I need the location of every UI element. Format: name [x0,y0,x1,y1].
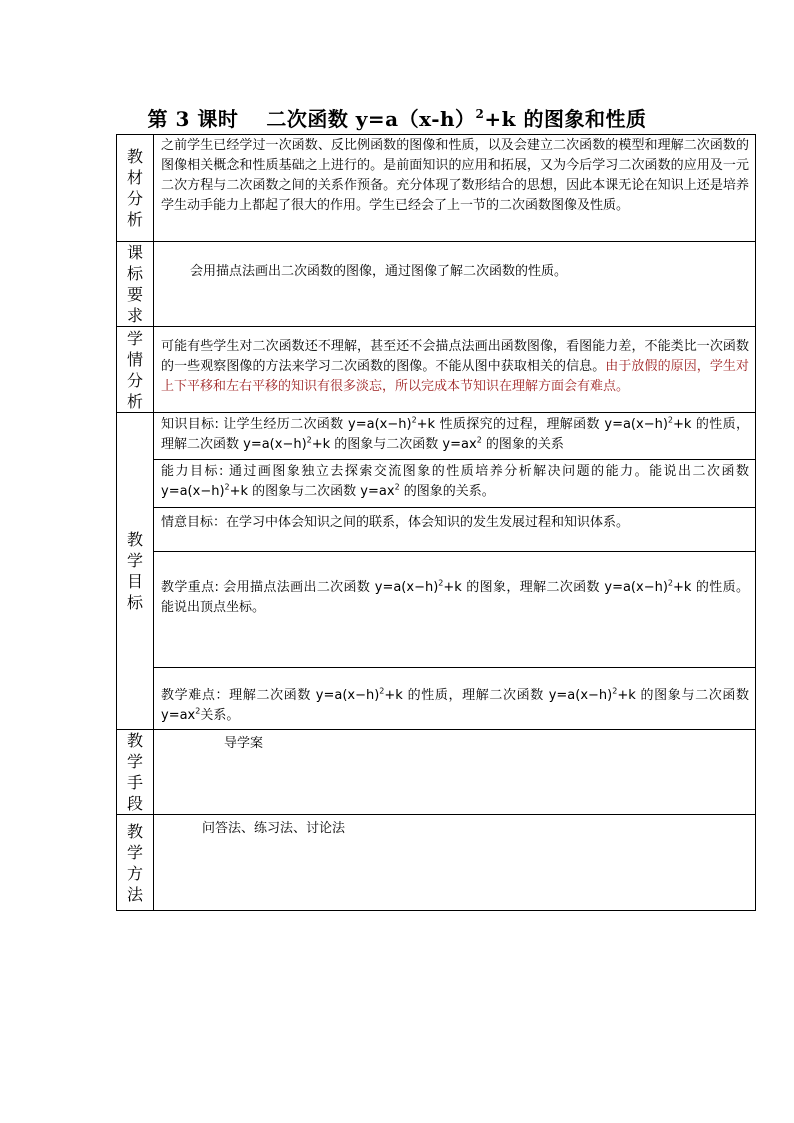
cell-materials [154,135,756,242]
label-char: 段 [126,794,143,813]
goal-key-text: 教学重点: 会用描点法画出二次函数 y=a(x−h) [161,580,439,595]
students-text [154,327,755,400]
row-goals [117,413,756,730]
goal-difficult-text: +k 的性质，理解二次函数 y=a(x−h) [384,688,613,703]
label-means [117,730,154,815]
goal-knowledge-text: +k 性质探究的过程，理解函数 y=a(x−h) [416,417,668,432]
row-students [117,327,756,413]
goal-emotion: 情意目标：在学习中体会知识之间的联系，体会知识的发生发展过程和知识体系。 [154,507,755,551]
cell-means [154,730,756,815]
label-char: 目 [126,572,143,591]
label-char: 课 [126,243,143,262]
goal-ability-text: 能力目标: 通过画图象独立去探索交流图象的性质培养分析解决问题的能力。能说出二次函数 y=a(x−h) [161,464,749,499]
means-text: 导学案 [224,736,264,751]
label-requirements [117,242,154,327]
goal-difficult-text: 关系。 [200,708,240,723]
goal-knowledge-text: +k 的图象与二次函数 y=ax [311,437,477,452]
students-text-highlight: 由于放假的原因，学生对上下平移和左右平移的知识有很多淡忘，所以完成本节知识在理解方面会有难点。 [161,359,749,394]
label-char: 情 [126,349,143,369]
label-char: 标 [126,593,143,612]
goal-difficult-text: +k 的图象与二次函数 y=ax [161,688,749,723]
exponent: 2 [379,686,385,696]
cell-requirements [154,242,756,327]
goal-knowledge [154,413,755,459]
exponent: 2 [667,415,673,425]
goal-knowledge-text: 的图象的关系 [481,437,564,452]
label-char: 方 [126,863,143,883]
label-char: 析 [126,210,143,229]
title-exponent: 2 [475,107,485,121]
goal-difficult-text: 教学难点：理解二次函数 y=a(x−h) [161,688,380,703]
row-materials [117,135,756,242]
label-char: 求 [126,306,143,325]
label-char: 教 [126,147,143,166]
label-char: 标 [126,264,143,283]
label-char: 学 [126,551,143,570]
label-char: 教 [126,821,143,841]
label-char: 分 [126,189,143,208]
row-means [117,730,756,815]
goal-difficulties [154,667,755,729]
label-char: 教 [126,731,143,750]
goal-key-text: +k 的性质。能说出顶点坐标。 [161,580,749,615]
label-char: 析 [126,391,143,411]
label-students [117,327,154,413]
goal-knowledge-text: 知识目标: 让学生经历二次函数 y=a(x−h) [161,417,412,432]
lesson-plan-table [116,134,756,911]
cell-students [154,327,756,413]
goal-ability-text: 的图象的关系。 [399,484,495,499]
label-char: 教 [126,530,143,549]
exponent: 2 [306,435,312,445]
label-char: 学 [126,328,143,348]
exponent: 2 [411,415,417,425]
label-char: 手 [126,773,143,792]
label-char: 学 [126,752,143,771]
goal-key-points [154,551,755,667]
label-char: 学 [126,842,143,862]
label-char: 材 [126,168,143,187]
exponent: 2 [667,578,673,588]
cell-methods [154,815,756,911]
exponent: 2 [612,686,618,696]
materials-text: 之前学生已经学过一次函数、反比例函数的图像和性质，以及会建立二次函数的模型和理解二次函数的图像相关概念和性质基础之上进行的。是前面知识的应用和拓展，又为今后学习二次函数的应用及一元二次方程与二次函数之间的关系作预备。充分体现了数形结合的思想，因此本课无论在知识上还是培养学生动手能力上都起了很大的作用。学生已经会了上一节的二次函数图像及性质。 [161,138,749,213]
row-requirements [117,242,756,327]
page-title [0,103,794,132]
label-char: 法 [126,884,143,904]
exponent: 2 [224,482,230,492]
goal-knowledge-text: +k 的性质，理解二次函数 y=a(x−h) [161,417,749,452]
goal-ability [154,459,755,507]
exponent: 2 [438,578,444,588]
exponent: 2 [476,435,482,445]
requirements-text: 会用描点法画出二次函数的图像，通过图像了解二次函数的性质。 [190,264,568,279]
label-methods [117,815,154,911]
label-char: 分 [126,370,143,390]
label-char: 要 [126,285,143,304]
goal-ability-text: +k 的图象与二次函数 y=ax [229,484,395,499]
label-materials [117,135,154,242]
exponent: 2 [394,482,400,492]
methods-text: 问答法、练习法、讨论法 [202,821,346,836]
label-goals [117,413,154,730]
goal-key-text: +k 的图象，理解二次函数 y=a(x−h) [443,580,668,595]
students-text-main: 可能有些学生对二次函数还不理解，甚至还不会描点法画出函数图像，看图能力差，不能类比一次函数的一些观察图像的方法来学习二次函数的图像。不能从图中获取相关的信息。 [161,339,749,374]
title-main: 第 3 课时 二次函数 y=a（x-h） [147,107,476,131]
title-end: +k 的图象和性质 [484,107,647,131]
row-methods [117,815,756,911]
exponent: 2 [195,706,201,716]
cell-goals [154,413,756,730]
